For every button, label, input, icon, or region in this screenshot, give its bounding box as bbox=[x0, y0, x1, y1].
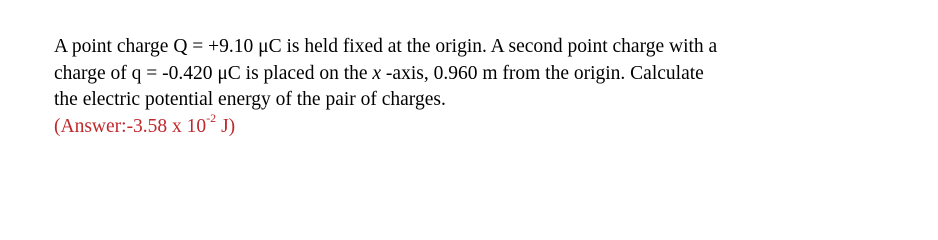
answer-line bbox=[54, 111, 924, 141]
problem-line-2-start: charge of q = -0.420 μC is placed on the bbox=[54, 62, 373, 84]
problem-line-3: the electric potential energy of the pair of charges. bbox=[54, 89, 446, 110]
answer-suffix: J) bbox=[216, 115, 236, 137]
problem-line-2-end: -axis, 0.960 m from the origin. Calculate bbox=[381, 62, 704, 84]
problem-line-1: A point charge Q = +9.10 μC is held fixed at the origin. A second point charge with a bbox=[54, 36, 718, 57]
answer-exponent: -2 bbox=[206, 111, 217, 125]
answer-prefix: (Answer:-3.58 x 10 bbox=[54, 115, 207, 137]
problem-text-block bbox=[54, 34, 924, 140]
problem-line-2 bbox=[54, 61, 924, 88]
axis-variable: x bbox=[372, 62, 382, 84]
